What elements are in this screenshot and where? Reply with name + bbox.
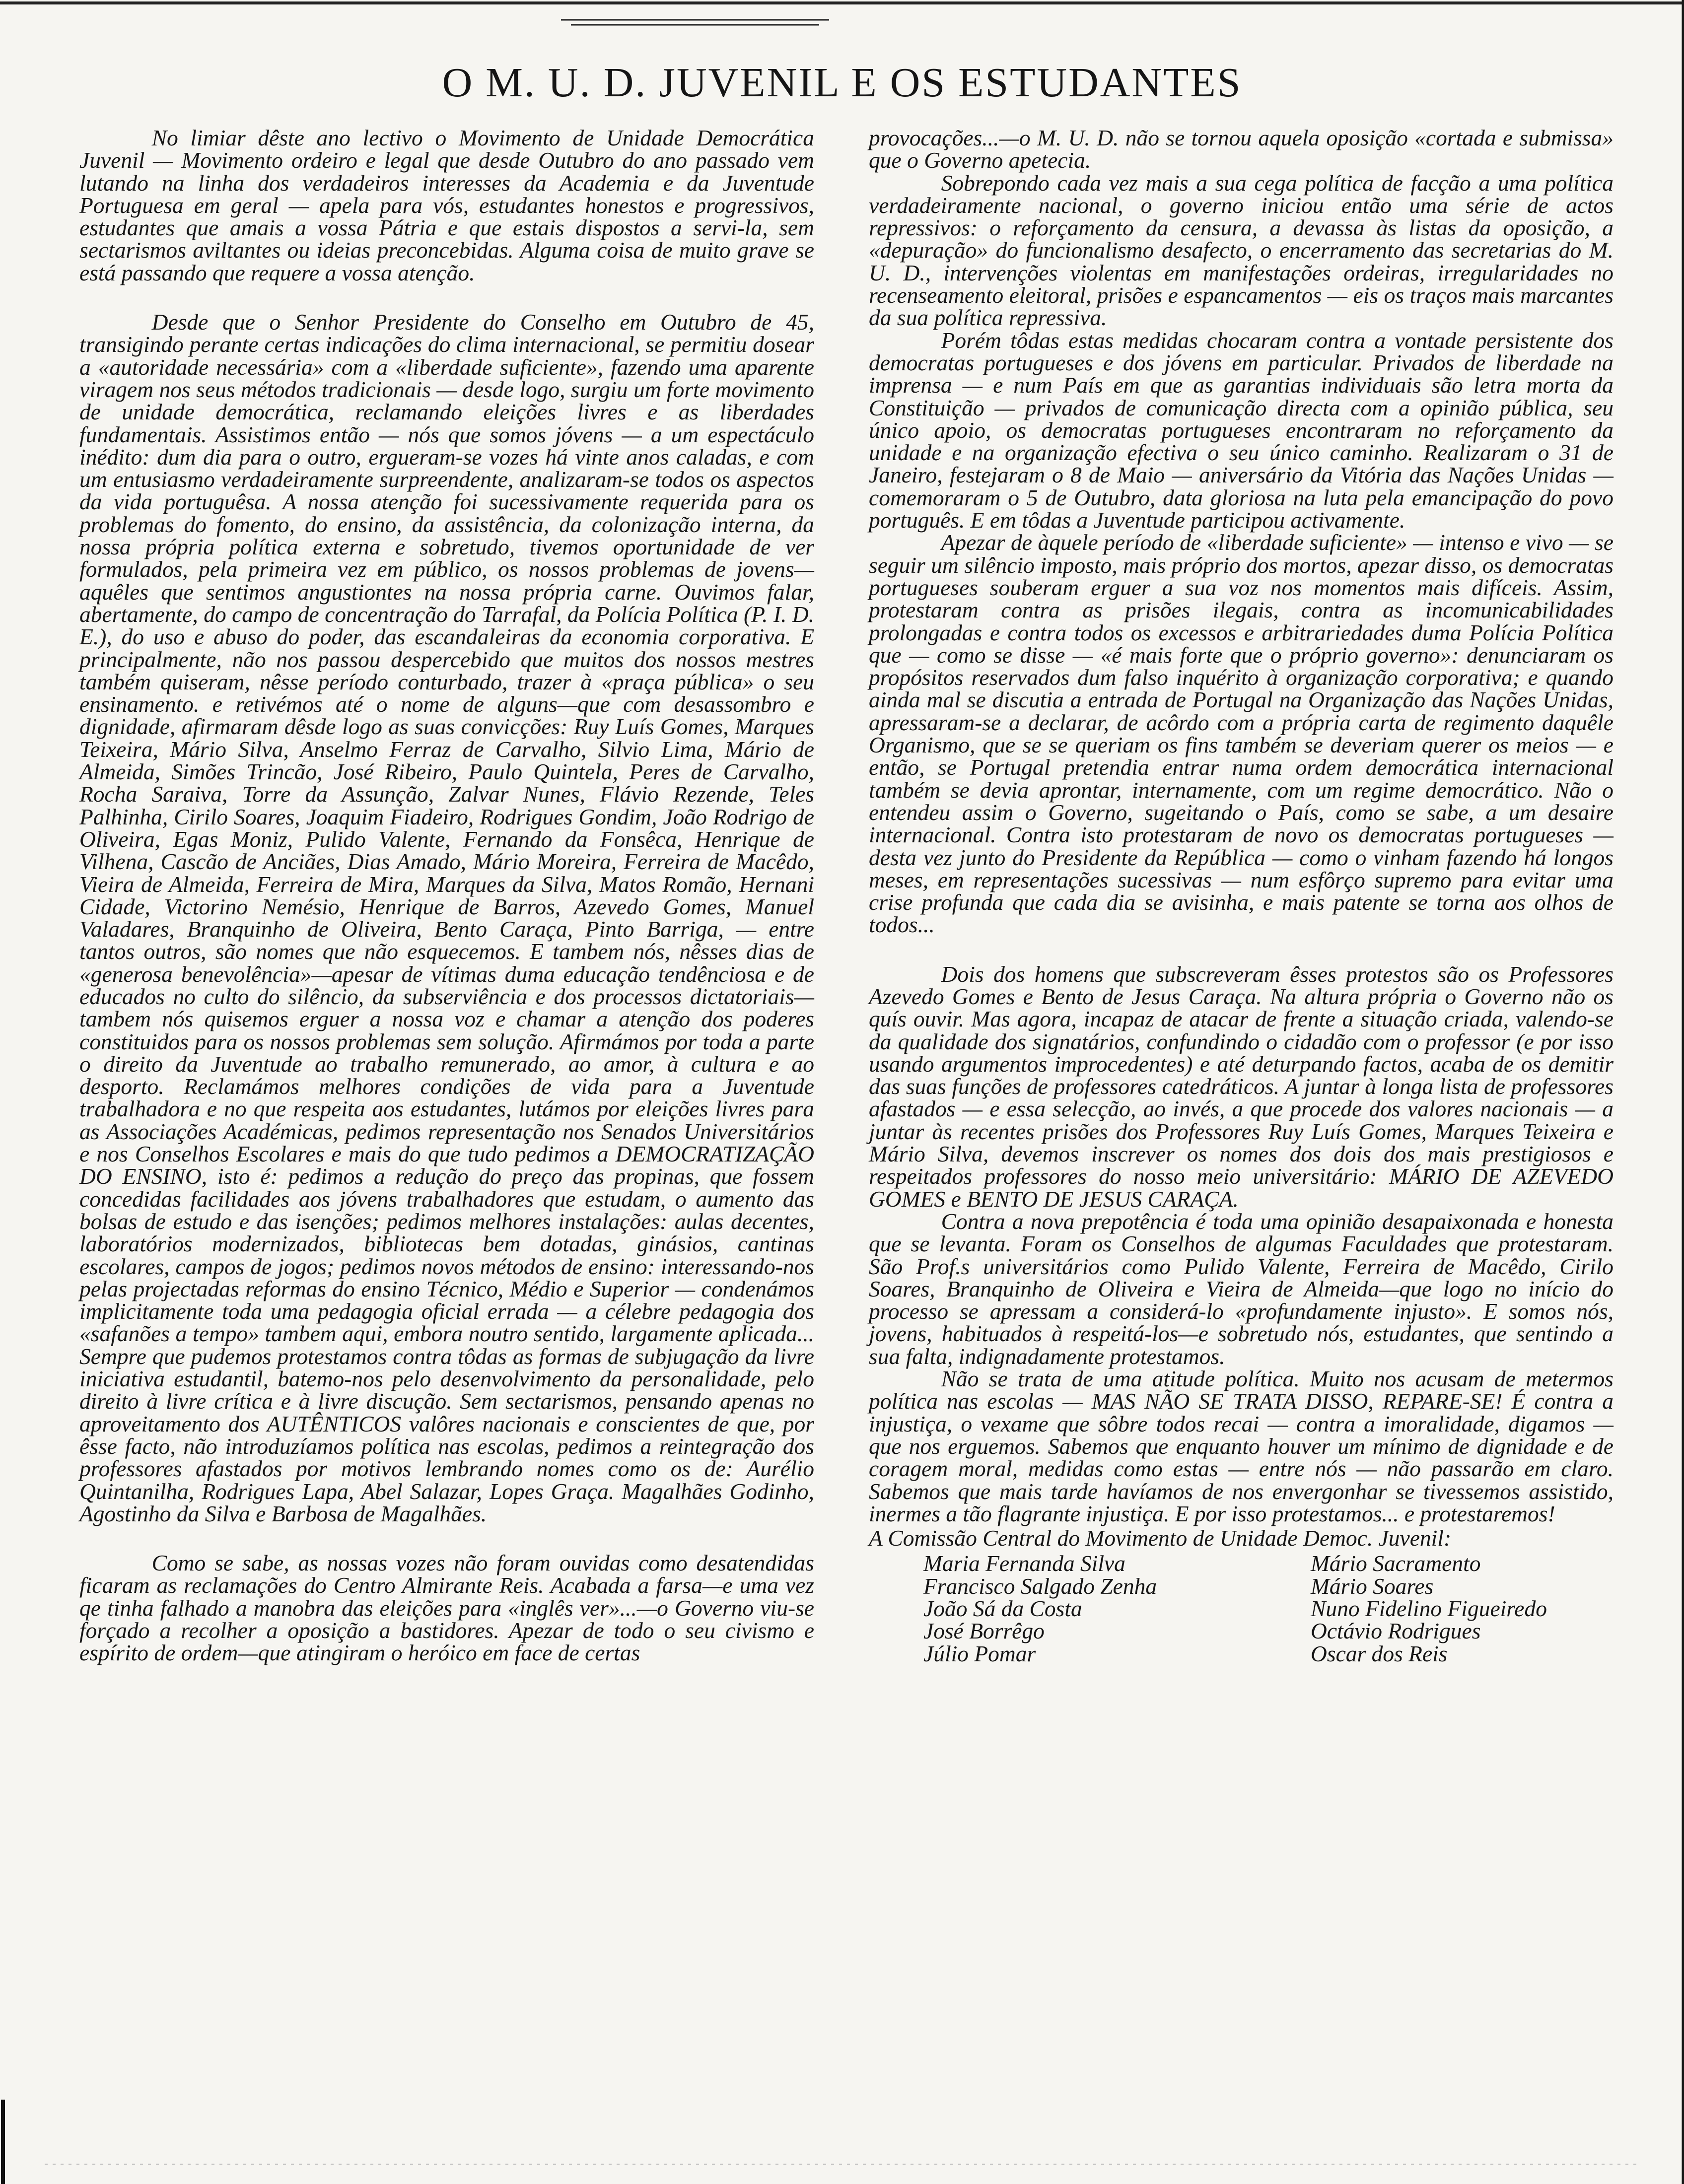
paragraph: Apezar de àquele período de «liberdade suficiente» — intenso e vivo — se seguir um silêncio imposto, mais próprio dos mortos, apezar disso, os democratas portugueses souberam erguer a sua voz nos momentos mais difíceis. Assim, protestaram contra as prisões ilegais, contra as incomunicabilidades prolongadas e contra todos os excessos e arbitrariedades duma Polícia Política que — como se disse — «é mais forte que o próprio governo»: denunciaram os propósitos reservados dum falso inquérito à organização corporativa; e quando ainda mal se discutia a entrada de Portugal na Organização das Nações Unidas, apressaram-se a declarar, de acôrdo com a própria carta de regimento daquêle Organismo, que se se queriam os fins também se deveriam querer os meios — e então, se Portugal pretendia entrar numa ordem democrática internacional também se devia aprontar, internamente, com um regime democrático. Não o entendeu assim o Governo, sugeitando o País, como se sabe, a um desaire internacional. Contra isto protestaram de novo os democratas portugueses — desta vez junto do Presidente da República — como o vinham fazendo há longos meses, em representações sucessivas — num esfôrço supremo para evitar uma crise profunda que cada dia se avisinha, e mais patente se torna aos olhos de todos... bbox=[869, 530, 1614, 938]
member-name: José Borrêgo bbox=[923, 1618, 1045, 1644]
member-name: Francisco Salgado Zenha bbox=[923, 1573, 1157, 1599]
paragraph: Porém tôdas estas medidas chocaram contra a vontade persistente dos democratas portugueses e dos jóvens em particular. Privados de liberdade na imprensa — e num País em que as garantias individuais são letra morta da Constituição — privados de comunicação directa com a opinião pública, seu único apoio, os democratas portugueses encontraram no reforçamento da unidade e na organização efectiva o seu único caminho. Realizaram o 31 de Janeiro, festejaram o 8 de Maio — aniversário da Vitória das Nações Unidas — comemoraram o 5 de Outubro, data gloriosa na luta pela emancipação do povo português. E em tôdas a Juventude participou activamente. bbox=[869, 327, 1614, 533]
signature-line: A Comissão Central do Movimento de Unidade Democ. Juvenil: bbox=[869, 1525, 1452, 1551]
paragraph: Desde que o Senhor Presidente do Conselho em Outubro de 45, transigindo perante certas indicações do clima internacional, se permitiu dosear a «autoridade necessária» com a «liberdade suficiente», fazendo uma aparente viragem nos seus métodos tradicionais — desde logo, surgiu um forte movimento de unidade democrática, reclamando eleições livres e as liberdades fundamentais. Assistimos então — nós que somos jóvens — a um espectáculo inédito: dum dia para o outro, ergueram-se vozes há vinte anos caladas, e com um entusiasmo verdadeiramente surpreendente, analizaram-se todos os aspectos da vida portuguêsa. A nossa atenção foi sucessivamente requerida para os problemas do fomento, do ensino, da assistência, da colonização interna, da nossa própria política externa e sobretudo, tivemos oportunidade de ver formulados, pela primeira vez em público, os nossos problemas de jovens—aquêles que sentimos angustiontes na nossa própria carne. Ouvimos falar, abertamente, do campo de concentração do Tarrafal, da Polícia Política (P. I. D. E.), do uso e abuso do poder, das escandaleiras da economia corporativa. E principalmente, não nos passou despercebido que muitos dos nossos mestres também quiseram, nêsse período conturbado, trazer à «praça pública» o seu ensinamento. e retivémos até o nome de alguns—que com desassombro e dignidade, afirmaram dêsde logo as suas convicções: Ruy Luís Gomes, Marques Teixeira, Mário Silva, Anselmo Ferraz de Carvalho, Silvio Lima, Mário de Almeida, Simões Trincão, José Ribeiro, Paulo Quintela, Peres de Carvalho, Rocha Saraiva, Torre da Assunção, Zalvar Nunes, Flávio Rezende, Teles Palhinha, Cirilo Soares, Joaquim Fiadeiro, Rodrigues Gondim, João Rodrigo de Oliveira, Egas Moniz, Pulido Valente, Fernando da Fonsêca, Henrique de Vilhena, Cascão de Anciães, Dias Amado, Mário Moreira, Ferreira de Macêdo, Vieira de Almeida, Ferreira de Mira, Marques da Silva, Matos Romão, Hernani Cidade, Victorino Nemésio, Henrique de Barros, Azevedo Gomes, Manuel Valadares, Branquinho de Oliveira, Bento Caraça, Pinto Barriga, — entre tantos outros, são nomes que não esquecemos. E tambem nós, nêsses dias de «generosa benevolência»—apesar de vítimas duma educação tendênciosa e de educados no culto do silêncio, da subserviência e dos processos dictatoriais—tambem nós quisemos erguer a nossa voz e chamar a atenção dos poderes constituidos para os nossos problemas sem solução. Afirmámos por toda a parte o direito da Juventude ao trabalho remunerado, ao amor, à cultura e ao desporto. Reclamámos melhores condições de vida para a Juventude trabalhadora e no que respeita aos estudantes, lutámos por eleições livres para as Associações Académicas, pedimos representação nos Senados Universitários e nos Conselhos Escolares e mais do que tudo pedimos a DEMOCRATIZAÇÃO DO ENSINO, isto é: pedimos a redução do preço das propinas, que fossem concedidas facilidades aos jóvens trabalhadores que estudam, o aumento das bolsas de estudo e das isenções; pedimos melhores instalações: aulas decentes, laboratórios modernizados, bibliotecas bem dotadas, ginásios, cantinas escolares, campos de jogos; pedimos novos métodos de ensino: interessando-nos pelas projectadas reformas do ensino Técnico, Médio e Superior — condenámos implicitamente toda uma pedagogia oficial errada — a célebre pedagogia dos «safanões a tempo» tambem aqui, embora noutro sentido, largamente aplicada... Sempre que pudemos protestamos contra tôdas as formas de subjugação da livre iniciativa estudantil, batemo-nos pelo desenvolvimento da personalidade, pelo direito à livre crítica e à livre discução. Sem sectarismos, pensando apenas no aproveitamento dos AUTÊNTICOS valôres nacionais e conscientes de que, por êsse facto, não introduzíamos política nas escolas, pedimos a reintegração dos professores afastados por motivos lembrando nomes como os de: Aurélio Quintanilha, Rodrigues Lapa, Abel Salazar, Lopes Graça. Magalhães Godinho, Agostinho da Silva e Barbosa de Magalhães. bbox=[79, 309, 814, 1526]
paragraph: provocações...—o M. U. D. não se tornou aquela oposição «cortada e submissa» que o Governo apetecia. bbox=[869, 125, 1614, 173]
decorative-rule bbox=[561, 19, 829, 28]
article-title: O M. U. D. JUVENIL E OS ESTUDANTES bbox=[442, 60, 1242, 106]
member-name: Mário Sacramento bbox=[1311, 1551, 1481, 1576]
paragraph: Contra a nova prepotência é toda uma opinião desapaixonada e honesta que se levanta. Foram os Conselhos de algumas Faculdades que protestaram. São Prof.s universitários como Pulido Valente, Ferreira de Macêdo, Cirilo Soares, Branquinho de Oliveira e Vieira de Almeida—que logo no início do processo se apressam a considerá-lo «profundamente injusto». E somos nós, jovens, habituados à respeitá-los—e sobretudo nós, estudantes, que sentindo a sua falta, indignadamente protestamos. bbox=[869, 1208, 1614, 1369]
paragraph: Não se trata de uma atitude política. Muito nos acusam de metermos política nas escolas — MAS NÃO SE TRATA DISSO, REPARE-SE! É contra a injustiça, o vexame que sôbre todos recai — contra a imoralidade, digamos — que nos erguemos. Sabemos que enquanto houver um mínimo de dignidade e de coragem moral, medidas como estas — entre nós — não passarão em claro. Sabemos que mais tarde havíamos de nos envergonhar se tivessemos assistido, inermes a tão flagrante injustiça. E por isso protestamos... e protestaremos! bbox=[869, 1366, 1614, 1526]
paragraph: No limiar dêste ano lectivo o Movimento de Unidade Democrática Juvenil — Movimento ordeiro e legal que desde Outubro do ano passado vem lutando na linha dos verdadeiros interesses da Academia e da Juventude Portuguesa em geral — apela para vós, estudantes honestos e progressivos, estudantes que amais a vossa Pátria e que estais dispostos a servi-la, sem sectarismos aviltantes ou ideias preconcebidas. Alguma coisa de muito grave se está passando que requere a vossa atenção. bbox=[79, 125, 814, 285]
member-name: Oscar dos Reis bbox=[1311, 1640, 1448, 1666]
member-name: Júlio Pomar bbox=[923, 1640, 1036, 1666]
member-name: Octávio Rodrigues bbox=[1311, 1618, 1481, 1644]
member-name: Maria Fernanda Silva bbox=[923, 1551, 1125, 1576]
member-name: João Sá da Costa bbox=[923, 1596, 1082, 1621]
member-name: Mário Soares bbox=[1311, 1573, 1434, 1599]
paragraph: Como se sabe, as nossas vozes não foram ouvidas como desatendidas ficaram as reclamações do Centro Almirante Reis. Acabada a farsa—e uma vez qe tinha falhado a manobra das eleições para «inglês ver»...—o Governo viu-se forçado a recolher a oposição a bastidores. Apezar de todo o seu civismo e espírito de ordem—que atingiram o heróico em face de certas bbox=[79, 1550, 814, 1666]
paragraph: Sobrepondo cada vez mais a sua cega política de facção a uma política verdadeiramente nacional, o governo iniciou então uma série de actos repressivos: o reforçamento da censura, a devassa às listas da oposição, a «depuração» do funcionalismo desafecto, o encerramento das secretarias do M. U. D., intervenções violentas em manifestações ordeiras, irregularidades no recenseamento eleitoral, prisões e espancamentos — eis os traços mais marcantes da sua política repressiva. bbox=[869, 170, 1614, 331]
members-column-left bbox=[923, 1552, 1311, 1664]
member-name: Nuno Fidelino Figueiredo bbox=[1311, 1596, 1547, 1621]
left-column bbox=[79, 127, 814, 1664]
committee-members bbox=[869, 1552, 1614, 1664]
right-column bbox=[869, 127, 1614, 1665]
members-column-right bbox=[1311, 1552, 1658, 1664]
paragraph: Dois dos homens que subscreveram êsses protestos são os Professores Azevedo Gomes e Bento de Jesus Caraça. Na altura própria o Governo não os quís ouvir. Mas agora, incapaz de atacar de frente a situação criada, valendo-se da qualidade dos signatários, confundindo o cidadão com o professor (e por isso usando argumentos improcedentes) e até deturpando factos, acaba de os demitir das suas funções de professores catedráticos. A juntar à longa lista de professores afastados — e essa selecção, ao invés, a que procede dos valores nacionais — a juntar às recentes prisões dos Professores Ruy Luís Gomes, Marques Teixeira e Mário Silva, devemos inscrever os nomes dos dois dos mais prestigiosos e respeitados professores do nosso meio universitário: MÁRIO DE AZEVEDO GOMES e BENTO DE JESUS CARAÇA. bbox=[869, 961, 1614, 1212]
